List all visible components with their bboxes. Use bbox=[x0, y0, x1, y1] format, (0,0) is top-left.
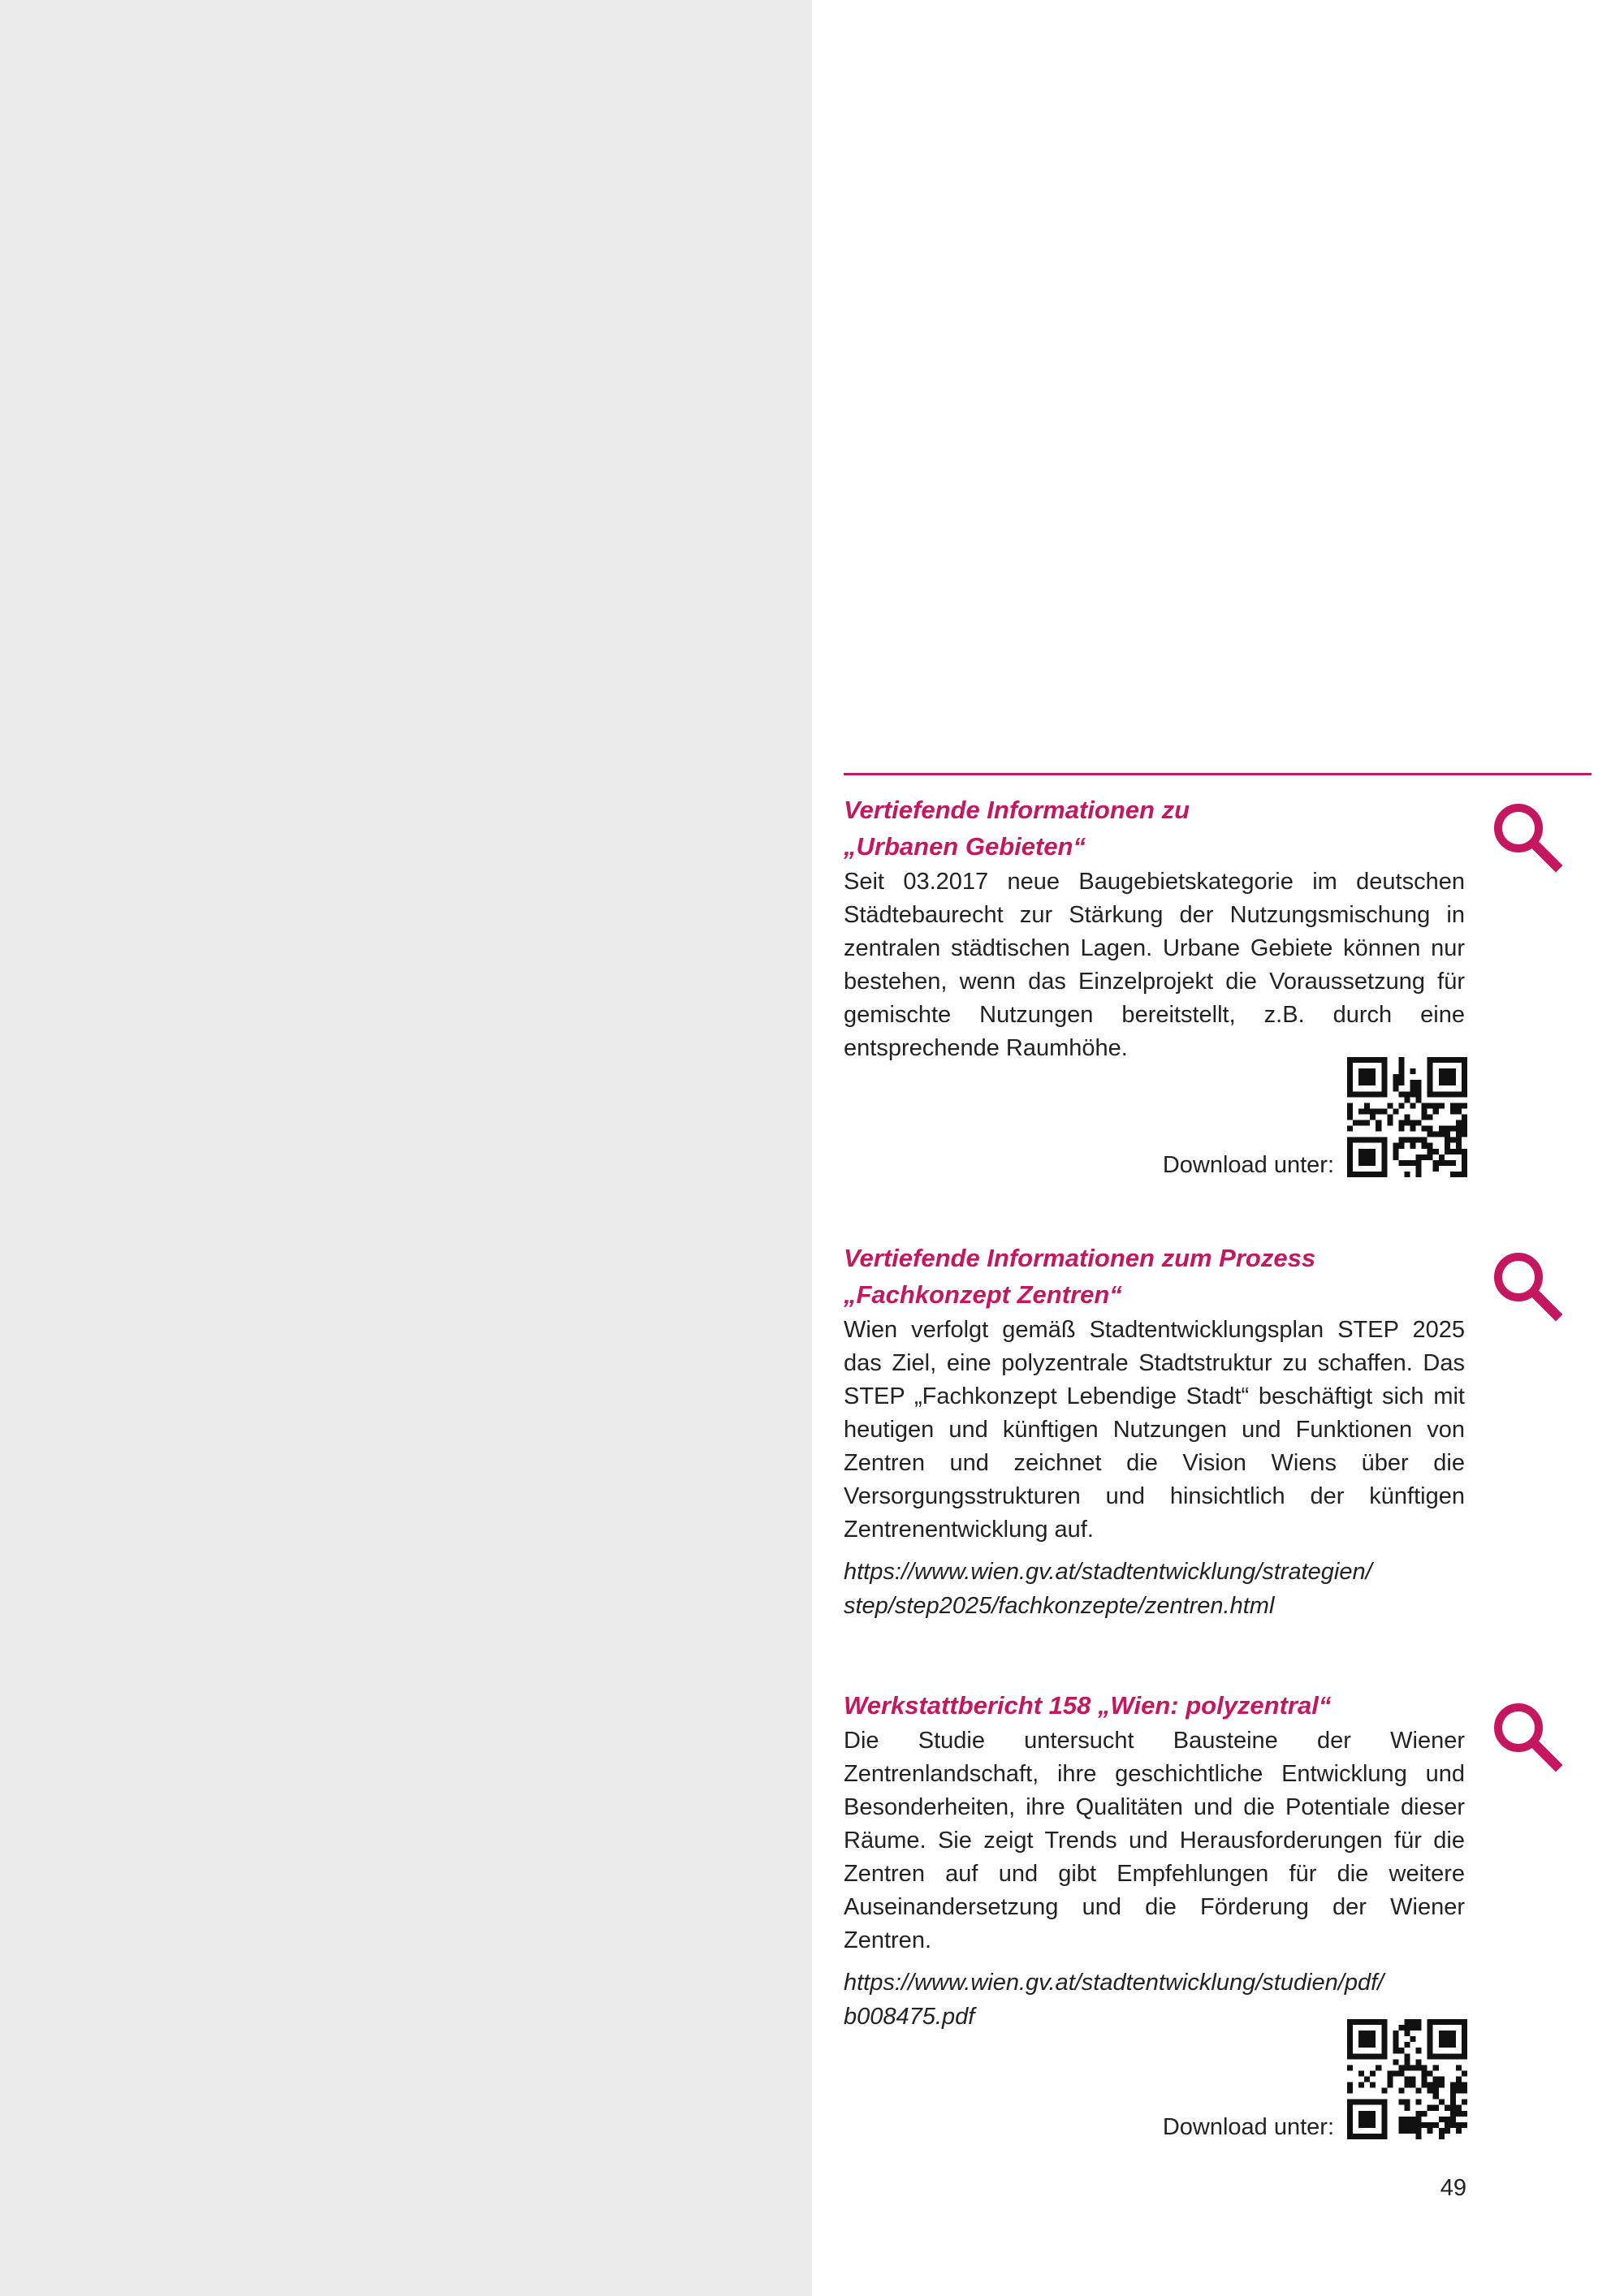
info-section-urbane-gebiete bbox=[844, 792, 1465, 1065]
search-icon bbox=[1488, 797, 1566, 875]
heading-line: „Urbanen Gebieten“ bbox=[844, 832, 1086, 861]
heading-line: Werkstattbericht 158 „Wien: polyzentral“ bbox=[844, 1691, 1332, 1720]
search-icon bbox=[1488, 1246, 1566, 1324]
section-heading bbox=[844, 792, 1465, 865]
section-body: Wien verfolgt gemäß Stadtentwicklungsplan STEP 2025 das Ziel, eine polyzentrale Stadtstruktur zu schaffen. Das STEP „Fachkonzept Lebendige Stadt“ beschäftigt sich mit heutigen und künftigen Nutzungen und Funktionen von Zentren und zeichnet die Vision Wiens über die Versorgungsstrukturen und hinsichtlich der künftigen Zentrenentwicklung auf. bbox=[844, 1317, 1465, 1543]
link-line[interactable]: step/step2025/fachkonzepte/zentren.html bbox=[844, 1593, 1275, 1619]
download-label: Download unter: bbox=[1162, 1152, 1334, 1178]
section-link[interactable] bbox=[844, 1555, 1465, 1623]
section-body: Seit 03.2017 neue Baugebietskategorie im deutschen Städtebaurecht zur Stärkung der Nutzungsmischung in zentralen städtischen Lagen. Urbane Gebiete können nur bestehen, wenn das Einzelprojekt die Voraussetzung für gemischte Nutzungen bereitstellt, z.B. durch eine entsprechende Raumhöhe. bbox=[844, 869, 1465, 1061]
qr-code-icon[interactable] bbox=[1347, 1057, 1467, 1177]
heading-line: Vertiefende Informationen zu bbox=[844, 796, 1190, 824]
link-line[interactable]: https://www.wien.gv.at/stadtentwicklung/strategien/ bbox=[844, 1559, 1372, 1585]
search-icon bbox=[1488, 1697, 1566, 1775]
section-heading bbox=[844, 1240, 1465, 1313]
info-section-werkstattbericht bbox=[844, 1687, 1465, 2034]
section-divider bbox=[844, 773, 1592, 775]
heading-line: Vertiefende Informationen zum Prozess bbox=[844, 1244, 1316, 1272]
info-section-fachkonzept-zentren bbox=[844, 1240, 1465, 1623]
qr-code-icon[interactable] bbox=[1347, 2019, 1467, 2139]
link-line[interactable]: https://www.wien.gv.at/stadtentwicklung/studien/pdf/ bbox=[844, 1970, 1384, 1996]
section-body: Die Studie untersucht Bausteine der Wiener Zentrenlandschaft, ihre geschichtliche Entwicklung und Besonderheiten, ihre Qualitäten und die Potentiale dieser Räume. Sie zeigt Trends und Herausforderungen für die Zentren auf und gibt Empfehlungen für die weitere Auseinandersetzung und die Förderung der Wiener Zentren. bbox=[844, 1728, 1465, 1953]
download-label: Download unter: bbox=[1162, 2114, 1334, 2140]
heading-line: „Fachkonzept Zentren“ bbox=[844, 1280, 1122, 1309]
section-heading bbox=[844, 1687, 1465, 1724]
page-number: 49 bbox=[1440, 2175, 1466, 2201]
link-line[interactable]: b008475.pdf bbox=[844, 2004, 975, 2030]
